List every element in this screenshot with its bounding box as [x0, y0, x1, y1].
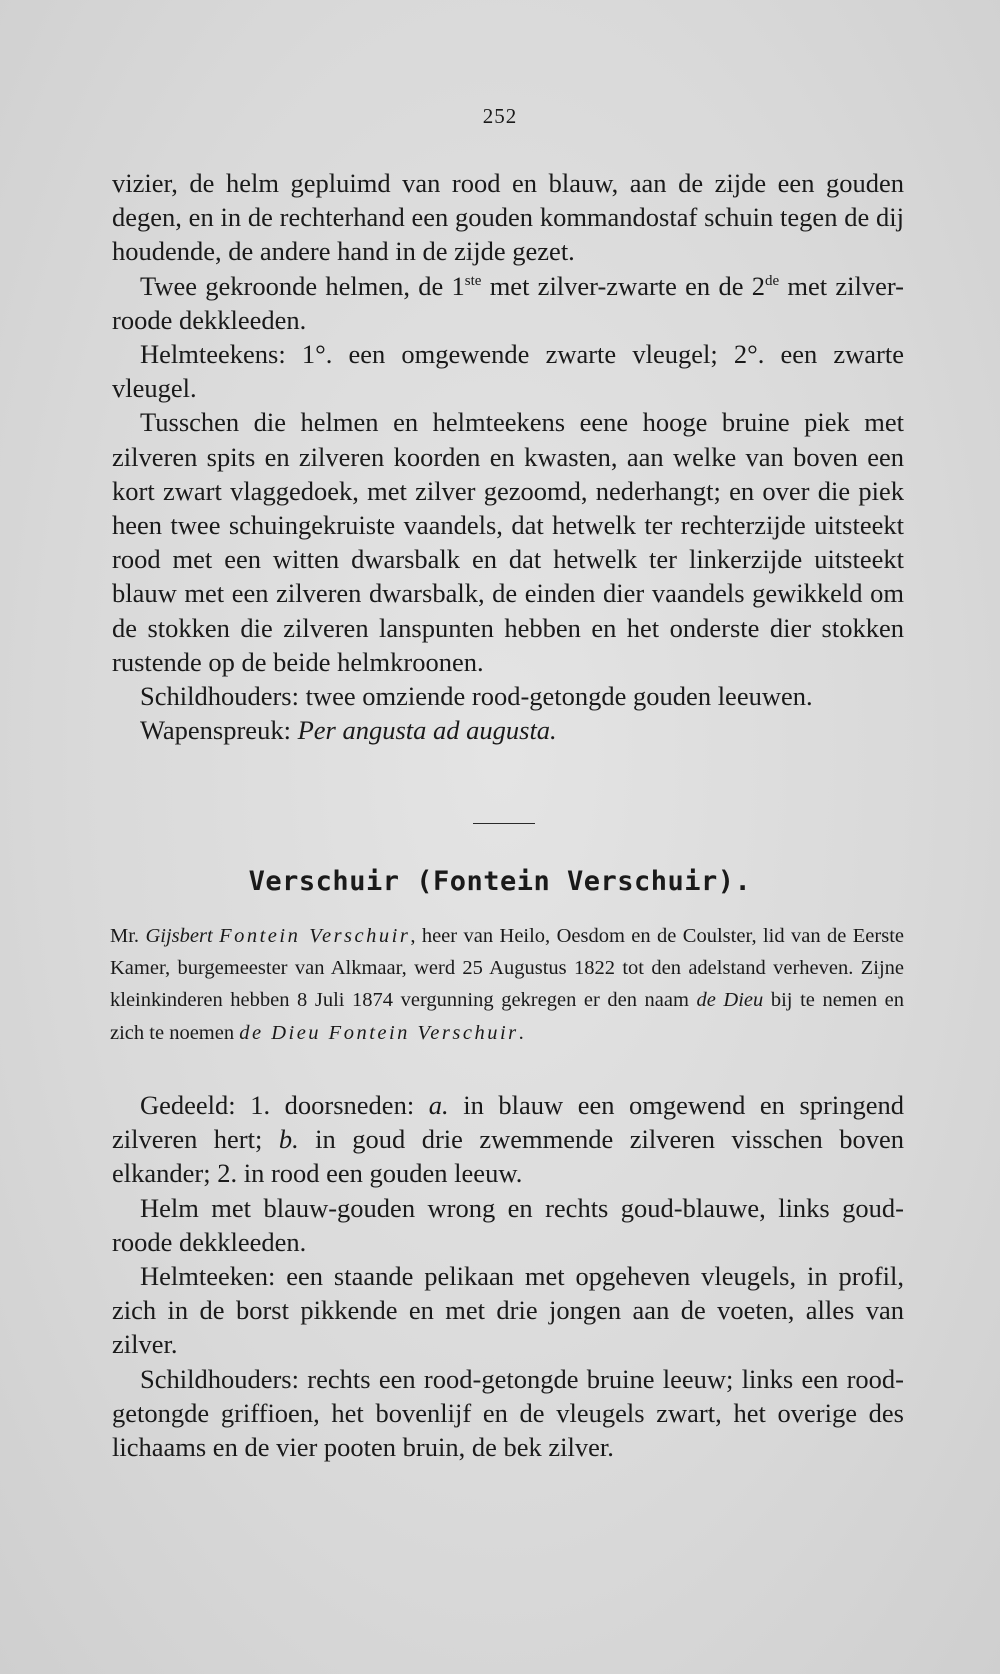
- text: Gedeeld: 1. doorsneden:: [140, 1090, 429, 1120]
- text: Mr.: [110, 925, 146, 947]
- text: met zilver-roode dekkleeden.: [112, 270, 905, 335]
- section-heading: Verschuir (Fontein Verschuir).: [248, 866, 752, 897]
- letter-a: a.: [428, 1090, 449, 1120]
- text: in goud drie zwemmende zilveren visschen boven elkander; 2. in rood een gouden leeuw.: [112, 1124, 904, 1189]
- paragraph-schildhouders-2: Schildhouders: rechts een rood-getongde bruine leeuw; links een rood-getongde griffioen, het bovenlijf en de vleugels zwart, het overige des lichaams en de vier pooten bruin, de bek zilver.: [112, 1363, 904, 1463]
- motto-label: Wapenspreuk:: [140, 715, 298, 746]
- motto-text: Per angusta ad augusta.: [297, 715, 557, 746]
- page-number: 252: [482, 104, 518, 128]
- section-separator: [473, 823, 535, 824]
- text: met zilver-zwarte en de 2: [481, 270, 765, 301]
- full-name: de Dieu Fontein Verschuir: [239, 1021, 519, 1044]
- paragraph-piek: Tusschen die helmen en helmteekens eene hooge bruine piek met zilveren spits en zilveren koorden en kwasten, aan welke van boven een kort zwart vlaggedoek, met zilver gezoomd, nederhangt; en over die piek heen twee schuingekruiste vaandels, dat hetwelk ter rechterzijde uitsteekt rood met een witten dwarsbalk en dat hetwelk ter linkerzijde uitsteekt blauw met een zilveren dwarsbalk, de einden dier vaandels gewikkeld om de stokken die zilveren lanspunten hebben en het onderste dier stokken rustende op de beide helmkroonen.: [112, 407, 904, 677]
- text: , heer van Heilo, Oesdom en de Coulster, lid van de Eerste Kamer, burgemeester van Alkmaar, werd 25 Augustus 1822 tot den adelstand verheven. Zijne kleinkinderen hebben 8 Juli 1874 vergunning gekregen er den naam: [110, 925, 904, 1012]
- family-introduction: [110, 920, 904, 1049]
- paragraph-gedeeld: [112, 1088, 904, 1191]
- superscript: de: [764, 272, 780, 289]
- paragraph-helmteeken: Helmteeken: een staande pelikaan met opgeheven vleugels, in profil, zich in de borst pikkende en met drie jongen aan de voeten, alles van zilver.: [112, 1261, 904, 1360]
- paragraph-helmteekens: Helmteekens: 1°. een omgewende zwarte vleugel; 2°. een zwarte vleugel.: [112, 339, 904, 404]
- paragraph-schildhouders: Schildhouders: twee omziende rood-getongde gouden leeuwen.: [140, 681, 813, 712]
- superscript: ste: [464, 272, 482, 289]
- intro-paragraph: [110, 920, 904, 1049]
- paragraph-helm: Helm met blauw-gouden wrong en rechts goud-blauwe, links goud-roode dekkleeden.: [112, 1192, 904, 1257]
- name-de-dieu: de Dieu: [696, 989, 764, 1012]
- text: Twee gekroonde helmen, de 1: [140, 270, 465, 301]
- text: bij te nemen en zich te noemen: [110, 989, 904, 1044]
- text: .: [518, 1021, 524, 1044]
- text: in blauw een omgewend en springend zilveren hert;: [112, 1090, 904, 1155]
- armorial-description-continued: [112, 166, 904, 747]
- paragraph-vizier: vizier, de helm gepluimd van rood en blauw, aan de zijde een gouden degen, en in de rechterhand een gouden kommandostaf schuin tegen de dij houdende, de andere hand in de zijde gezet.: [112, 168, 904, 267]
- paragraph-wapenspreuk: [112, 713, 904, 747]
- family-name: Fontein Verschuir: [219, 925, 411, 947]
- given-name: Gijsbert: [145, 925, 213, 947]
- paragraph-helmen: [112, 269, 904, 337]
- letter-b: b.: [278, 1124, 299, 1155]
- armorial-description-verschuir: [112, 1088, 904, 1464]
